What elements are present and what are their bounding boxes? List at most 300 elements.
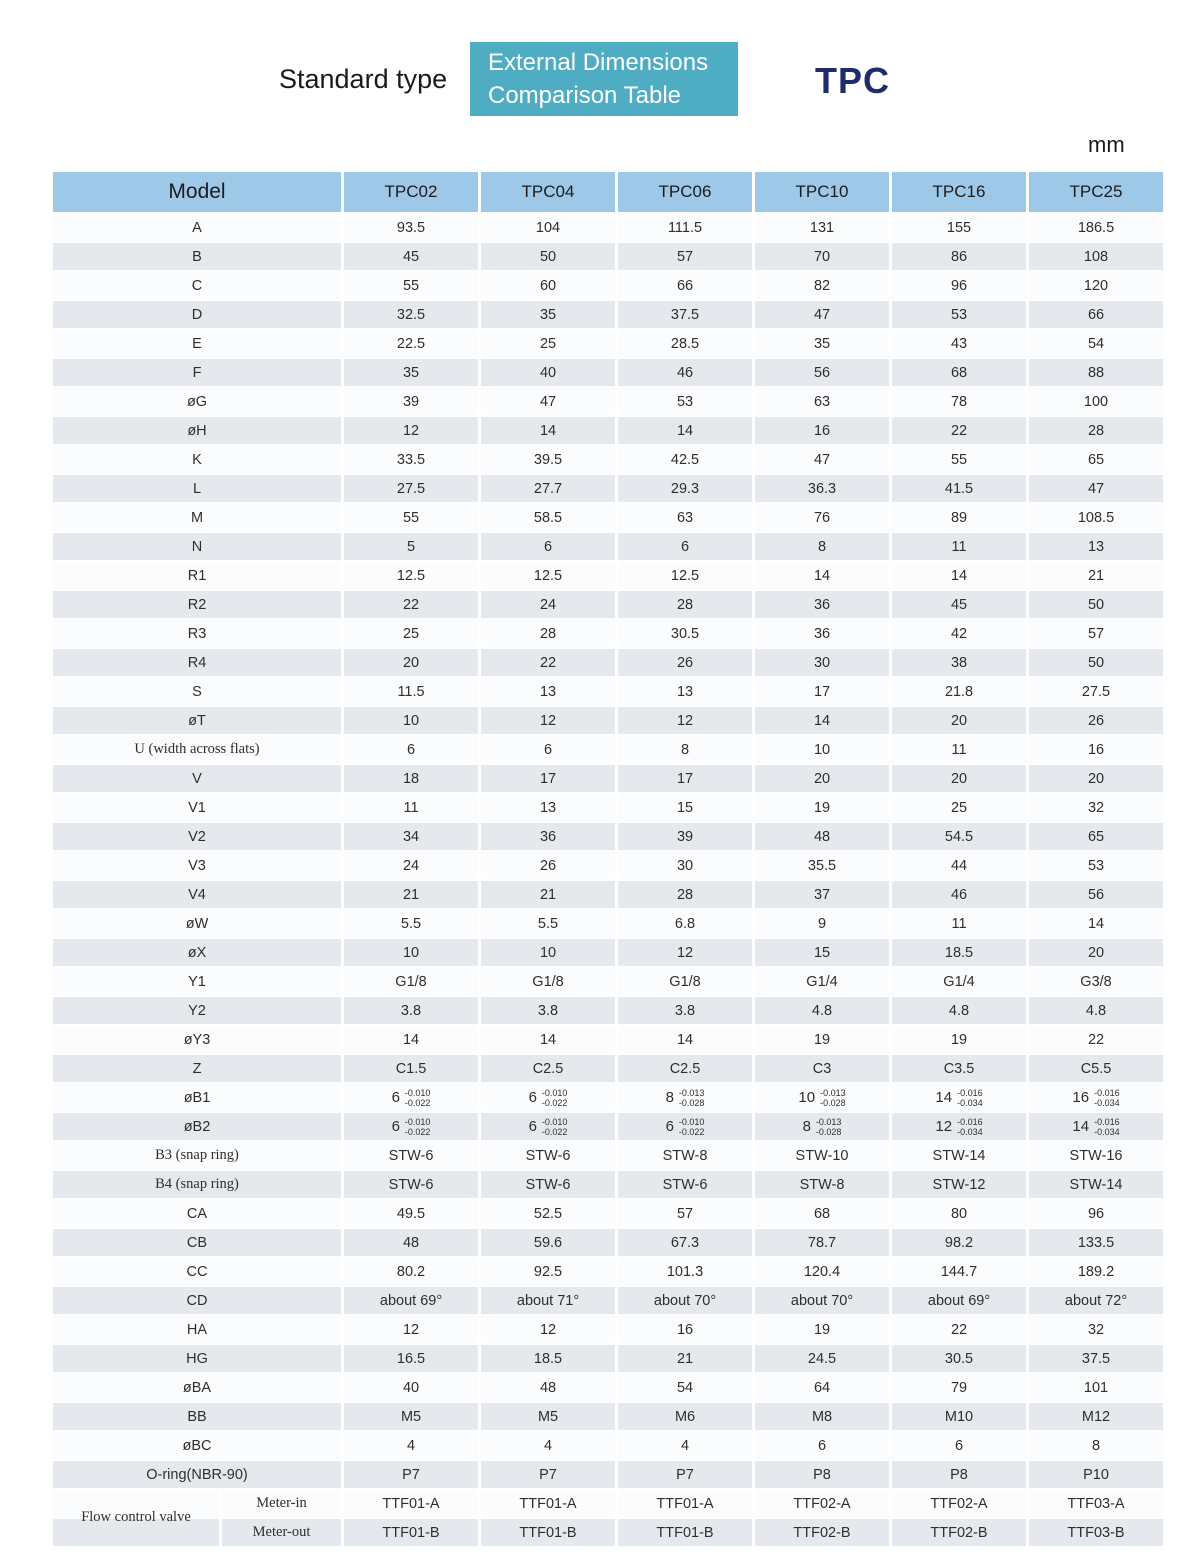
column-header-tpc25: TPC25 [1029,172,1163,212]
tolerance-upper: -0.010 [541,1087,568,1098]
column-header-tpc16: TPC16 [892,172,1026,212]
value-cell: 13 [481,678,615,705]
row-label: BB [53,1403,341,1430]
value-cell: 4 [481,1432,615,1459]
unit-label: mm [1088,132,1125,157]
value-cell: 40 [481,359,615,386]
row-label: B4 (snap ring) [53,1171,341,1198]
value-cell: M8 [755,1403,889,1430]
value-cell: 21 [481,881,615,908]
value-cell: about 70° [618,1287,752,1314]
value-cell: 12 [344,1316,478,1343]
table-row [53,939,1163,966]
value-cell: 20 [1029,765,1163,792]
tolerance-upper: -0.013 [820,1087,846,1098]
row-label: øW [53,910,341,937]
value-cell: 111.5 [618,214,752,241]
row-label: V [53,765,341,792]
value-cell [755,1113,889,1140]
tolerance-value [798,1088,845,1108]
value-cell: 12 [481,1316,615,1343]
value-cell [344,1084,478,1111]
column-header-tpc04: TPC04 [481,172,615,212]
value-cell: 19 [755,794,889,821]
tolerance-lower: -0.034 [957,1097,983,1108]
row-label: CC [53,1258,341,1285]
table-row [53,533,1163,560]
value-cell: 4.8 [755,997,889,1024]
value-cell: 57 [618,1200,752,1227]
value-cell: about 70° [755,1287,889,1314]
value-cell: 5.5 [344,910,478,937]
table-row [53,794,1163,821]
value-cell: TTF03-B [1029,1519,1163,1546]
value-cell: C2.5 [618,1055,752,1082]
value-cell: 88 [1029,359,1163,386]
value-cell: 38 [892,649,1026,676]
value-cell: 39 [344,388,478,415]
value-cell: C1.5 [344,1055,478,1082]
value-cell: 10 [344,707,478,734]
column-header-tpc06: TPC06 [618,172,752,212]
table-row [53,1200,1163,1227]
row-label: E [53,330,341,357]
value-cell: 47 [755,301,889,328]
table-row [53,997,1163,1024]
table-row [53,1316,1163,1343]
value-cell: 4 [618,1432,752,1459]
value-cell: TTF01-A [618,1490,752,1517]
value-cell: 15 [618,794,752,821]
value-cell: 6 [618,533,752,560]
value-cell: 52.5 [481,1200,615,1227]
value-cell: 63 [618,504,752,531]
value-cell: 80.2 [344,1258,478,1285]
value-cell: 68 [755,1200,889,1227]
table-row [53,910,1163,937]
table-row [53,388,1163,415]
table-row [53,1461,1163,1488]
value-cell: 48 [481,1374,615,1401]
table-row [53,968,1163,995]
value-cell: 53 [1029,852,1163,879]
value-cell: G1/4 [755,968,889,995]
tolerance-value [1072,1088,1119,1108]
value-cell: TTF02-B [755,1519,889,1546]
value-cell: 19 [755,1316,889,1343]
row-label: V3 [53,852,341,879]
value-cell: 82 [755,272,889,299]
value-cell: C2.5 [481,1055,615,1082]
page-header [0,0,1200,170]
row-label: R3 [53,620,341,647]
tolerance-lower: -0.022 [404,1126,431,1137]
row-label: B3 (snap ring) [53,1142,341,1169]
value-cell: 35.5 [755,852,889,879]
value-cell: G1/8 [344,968,478,995]
value-cell: TTF03-A [1029,1490,1163,1517]
value-cell: 13 [1029,533,1163,560]
value-cell: 20 [344,649,478,676]
value-cell: TTF01-A [344,1490,478,1517]
value-cell: 26 [481,852,615,879]
title-box-line2: Comparison Table [488,82,681,109]
value-cell: 54 [618,1374,752,1401]
value-cell: 45 [892,591,1026,618]
tolerance-stack [1094,1088,1120,1108]
value-cell: M12 [1029,1403,1163,1430]
value-cell: 27.7 [481,475,615,502]
value-cell: 100 [1029,388,1163,415]
value-cell: 6 [344,736,478,763]
value-cell: 133.5 [1029,1229,1163,1256]
row-label: V4 [53,881,341,908]
value-cell: 32 [1029,794,1163,821]
value-cell: 30.5 [892,1345,1026,1372]
value-cell: G1/8 [481,968,615,995]
table-row [53,620,1163,647]
value-cell: 54 [1029,330,1163,357]
table-row [53,591,1163,618]
value-cell: 17 [481,765,615,792]
table-row [53,649,1163,676]
value-cell: 120.4 [755,1258,889,1285]
column-header-tpc02: TPC02 [344,172,478,212]
row-label: øY3 [53,1026,341,1053]
table-row [53,475,1163,502]
value-cell: 3.8 [344,997,478,1024]
value-cell: 14 [755,707,889,734]
value-cell [481,1084,615,1111]
value-cell: M10 [892,1403,1026,1430]
tolerance-stack [542,1088,568,1108]
value-cell: 50 [1029,591,1163,618]
value-cell: 50 [481,243,615,270]
value-cell: C5.5 [1029,1055,1163,1082]
table-row [53,1142,1163,1169]
value-cell: 57 [618,243,752,270]
table-row [53,1055,1163,1082]
row-label: CA [53,1200,341,1227]
value-cell: 86 [892,243,1026,270]
row-label: CD [53,1287,341,1314]
value-cell: STW-14 [892,1142,1026,1169]
row-label: O-ring(NBR-90) [53,1461,341,1488]
tolerance-value [935,1088,982,1108]
row-label: V2 [53,823,341,850]
row-label: øT [53,707,341,734]
value-cell: 41.5 [892,475,1026,502]
value-cell: 12.5 [344,562,478,589]
value-cell: 8 [755,533,889,560]
value-cell: 6 [481,533,615,560]
value-cell [344,1113,478,1140]
title-box [470,42,738,116]
value-cell: 11 [892,910,1026,937]
value-cell: 47 [1029,475,1163,502]
table-row [53,562,1163,589]
row-label: A [53,214,341,241]
table-row [53,1287,1163,1314]
table-row [53,417,1163,444]
header-row [53,172,1163,212]
value-cell: about 71° [481,1287,615,1314]
row-label: C [53,272,341,299]
row-label: Y1 [53,968,341,995]
value-cell: 32 [1029,1316,1163,1343]
value-cell: 78.7 [755,1229,889,1256]
tolerance-lower: -0.034 [957,1126,983,1137]
value-cell: 16 [755,417,889,444]
table-row [53,1519,1163,1546]
value-cell [1029,1113,1163,1140]
value-cell: 11.5 [344,678,478,705]
row-label: øX [53,939,341,966]
value-cell: 101 [1029,1374,1163,1401]
row-label: Z [53,1055,341,1082]
value-cell: 35 [755,330,889,357]
value-cell: 76 [755,504,889,531]
value-cell: 43 [892,330,1026,357]
tolerance-main: 8 [802,1118,811,1135]
tolerance-lower: -0.028 [820,1097,846,1108]
table-row [53,736,1163,763]
value-cell: 22 [1029,1026,1163,1053]
tolerance-main: 8 [665,1089,674,1106]
row-label: K [53,446,341,473]
value-cell: 144.7 [892,1258,1026,1285]
value-cell: 13 [481,794,615,821]
value-cell: STW-6 [481,1171,615,1198]
tolerance-upper: -0.016 [1094,1116,1120,1127]
value-cell: 39 [618,823,752,850]
table-row [53,1113,1163,1140]
value-cell: 89 [892,504,1026,531]
value-cell: 28 [618,591,752,618]
table-row [53,1432,1163,1459]
tolerance-lower: -0.028 [678,1097,705,1108]
value-cell: P10 [1029,1461,1163,1488]
tolerance-value [392,1117,431,1137]
value-cell: 56 [755,359,889,386]
row-label: S [53,678,341,705]
row-label: CB [53,1229,341,1256]
value-cell: 5 [344,533,478,560]
value-cell: 37 [755,881,889,908]
value-cell: G1/8 [618,968,752,995]
value-cell: 96 [892,272,1026,299]
value-cell: 58.5 [481,504,615,531]
tolerance-lower: -0.034 [1094,1097,1120,1108]
table-row [53,301,1163,328]
value-cell: 3.8 [618,997,752,1024]
value-cell: 65 [1029,446,1163,473]
value-cell: 55 [344,504,478,531]
table-row [53,272,1163,299]
value-cell: TTF01-B [344,1519,478,1546]
value-cell: about 69° [892,1287,1026,1314]
value-cell: 16.5 [344,1345,478,1372]
tolerance-stack [542,1117,568,1137]
value-cell: 17 [755,678,889,705]
value-cell: STW-16 [1029,1142,1163,1169]
value-cell: 12 [481,707,615,734]
value-cell: 54.5 [892,823,1026,850]
value-cell: 40 [344,1374,478,1401]
value-cell: 20 [892,707,1026,734]
tolerance-main: 16 [1072,1089,1090,1106]
tolerance-lower: -0.022 [541,1097,568,1108]
table-row [53,852,1163,879]
value-cell: 8 [1029,1432,1163,1459]
tolerance-upper: -0.010 [541,1116,568,1127]
value-cell: M5 [481,1403,615,1430]
flow-sub-label: Meter-out [222,1519,341,1546]
value-cell: 28 [618,881,752,908]
value-cell: 37.5 [1029,1345,1163,1372]
row-label: R1 [53,562,341,589]
value-cell: 9 [755,910,889,937]
value-cell: 96 [1029,1200,1163,1227]
tolerance-value [529,1117,568,1137]
tolerance-lower: -0.022 [678,1126,705,1137]
value-cell: 53 [892,301,1026,328]
column-header-tpc10: TPC10 [755,172,889,212]
value-cell: 42 [892,620,1026,647]
value-cell: 44 [892,852,1026,879]
table-row [53,1229,1163,1256]
value-cell: 30 [618,852,752,879]
value-cell: TTF02-B [892,1519,1026,1546]
dimensions-table [50,170,1166,1548]
table-row [53,243,1163,270]
row-label: øH [53,417,341,444]
value-cell: 27.5 [1029,678,1163,705]
value-cell [892,1113,1026,1140]
value-cell: 22 [892,1316,1026,1343]
value-cell: 35 [344,359,478,386]
tolerance-stack [1094,1117,1120,1137]
tolerance-value [1072,1117,1119,1137]
value-cell: 39.5 [481,446,615,473]
value-cell: 16 [1029,736,1163,763]
table-row [53,1345,1163,1372]
value-cell: 20 [892,765,1026,792]
table-row [53,1026,1163,1053]
row-label: V1 [53,794,341,821]
value-cell: 57 [1029,620,1163,647]
table-row [53,214,1163,241]
value-cell: STW-6 [344,1142,478,1169]
value-cell: 47 [481,388,615,415]
value-cell: 29.3 [618,475,752,502]
row-label: øBC [53,1432,341,1459]
table-row [53,1374,1163,1401]
title-box-line1: External Dimensions [488,49,709,76]
value-cell: 19 [755,1026,889,1053]
value-cell: 14 [1029,910,1163,937]
table-row [53,359,1163,386]
value-cell: STW-6 [618,1171,752,1198]
value-cell: STW-12 [892,1171,1026,1198]
value-cell: TTF01-B [618,1519,752,1546]
tolerance-upper: -0.013 [815,1116,842,1127]
value-cell: 12.5 [481,562,615,589]
value-cell: 19 [892,1026,1026,1053]
value-cell: 66 [618,272,752,299]
value-cell: 55 [892,446,1026,473]
value-cell: 79 [892,1374,1026,1401]
value-cell: 14 [344,1026,478,1053]
value-cell: 108 [1029,243,1163,270]
value-cell: 42.5 [618,446,752,473]
value-cell: 189.2 [1029,1258,1163,1285]
value-cell: 11 [344,794,478,821]
value-cell: 14 [481,1026,615,1053]
row-label: N [53,533,341,560]
tolerance-main: 6 [391,1089,400,1106]
value-cell: 26 [1029,707,1163,734]
value-cell: about 72° [1029,1287,1163,1314]
table-row [53,1403,1163,1430]
tolerance-main: 14 [935,1089,953,1106]
value-cell: STW-6 [344,1171,478,1198]
value-cell: G1/4 [892,968,1026,995]
value-cell: 155 [892,214,1026,241]
tolerance-lower: -0.034 [1094,1126,1120,1137]
tolerance-main: 6 [391,1118,400,1135]
value-cell: 26 [618,649,752,676]
table-row [53,330,1163,357]
row-label: HG [53,1345,341,1372]
value-cell: 18 [344,765,478,792]
row-label: øBA [53,1374,341,1401]
table-row [53,446,1163,473]
tolerance-value [529,1088,568,1108]
tolerance-main: 6 [665,1118,674,1135]
row-label: øB2 [53,1113,341,1140]
value-cell: 36 [755,591,889,618]
value-cell: 22 [892,417,1026,444]
value-cell: 92.5 [481,1258,615,1285]
value-cell: 59.6 [481,1229,615,1256]
value-cell: 66 [1029,301,1163,328]
value-cell: 60 [481,272,615,299]
tolerance-lower: -0.022 [404,1097,431,1108]
tolerance-main: 12 [935,1118,953,1135]
value-cell: 24 [481,591,615,618]
value-cell: 28 [1029,417,1163,444]
value-cell: P7 [344,1461,478,1488]
value-cell: 8 [618,736,752,763]
value-cell: 4.8 [1029,997,1163,1024]
value-cell: TTF02-A [892,1490,1026,1517]
value-cell: 18.5 [481,1345,615,1372]
value-cell: M5 [344,1403,478,1430]
tolerance-stack [679,1088,705,1108]
value-cell: G3/8 [1029,968,1163,995]
value-cell: 21.8 [892,678,1026,705]
value-cell: 18.5 [892,939,1026,966]
value-cell: 65 [1029,823,1163,850]
row-label: M [53,504,341,531]
value-cell: 80 [892,1200,1026,1227]
value-cell: STW-14 [1029,1171,1163,1198]
tolerance-stack [405,1117,431,1137]
flow-control-label: Flow control valve [53,1490,219,1546]
value-cell [755,1084,889,1111]
dimensions-table-body [53,172,1163,1546]
